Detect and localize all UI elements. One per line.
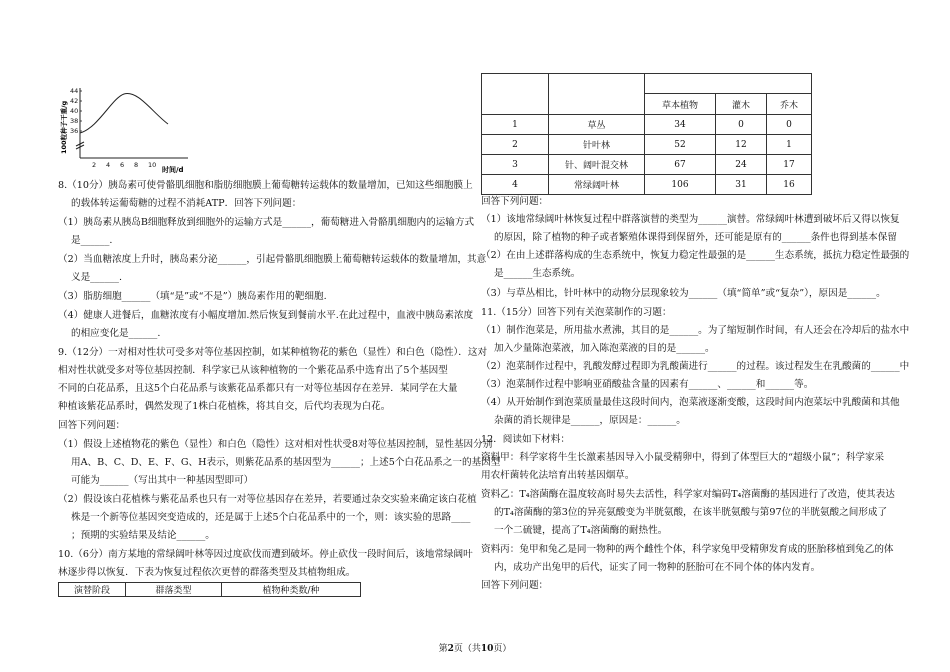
- cell-herb: 52: [645, 135, 716, 155]
- cell-tree: 17: [767, 155, 812, 175]
- x-tick: 2: [92, 161, 97, 169]
- q8-line: （3）脂肪细胞______（填“是”或“不是”）胰岛素作用的靶细胞.: [58, 291, 327, 302]
- q11-line: 杂菌的消长规律是______，原因是：______。: [494, 415, 686, 426]
- cell-herb: 34: [645, 115, 716, 135]
- q8-line: 8.（10分）胰岛素可使骨骼肌细胞和脂肪细胞膜上葡萄糖转运载体的数量增加，已知这些细胞膜上: [58, 180, 473, 191]
- q12-line: 资料甲：科学家将牛生长激素基因导入小鼠受精卵中，得到了体型巨大的“超级小鼠”；科学家采: [481, 452, 885, 463]
- q12-line: 的T₄溶菌酶的第3位的异亮氨酸变为半胱氨酸，在该半胱氨酸与第97位的半胱氨酸之间形成了: [494, 507, 888, 518]
- q12-line: 回答下列问题：: [481, 580, 549, 591]
- cell-herb: 67: [645, 155, 716, 175]
- cell-tree: 1: [767, 135, 812, 155]
- q9-line: （2）假设该白花植株与紫花品系也只有一对等位基因存在差异，若要通过杂交实验来确定该白花植: [58, 494, 477, 505]
- q8-line: （1）胰岛素从胰岛B细胞释放到细胞外的运输方式是______，葡萄糖进入骨骼肌细胞内的运输方式: [58, 217, 475, 228]
- cell-tree: 0: [767, 115, 812, 135]
- y-tick: 38: [70, 117, 79, 125]
- y-tick: 36: [70, 127, 79, 135]
- q10-line: （3）与草丛相比，针叶林中的动物分层现象较为______（填“简单”或“复杂”），原因是______。: [481, 288, 886, 299]
- seed-weight-graph: [56, 86, 231, 176]
- q10-line: （2）在由上述群落构成的生态系统中，恢复力稳定性最强的是______生态系统，抵抗力稳定性最强的: [481, 250, 910, 261]
- x-tick: 8: [134, 161, 139, 169]
- succession-table-header: [58, 582, 361, 597]
- q12-line: 资料丙：兔甲和兔乙是同一物种的两个雌性个体，科学家兔甲受精卵发育成的胚胎移植到兔乙的体: [481, 544, 894, 555]
- q9-line: 株是一个新等位基因突变造成的，还是属于上述5个白花品系中的一个，则：该实验的思路____: [71, 512, 471, 523]
- cell-shrub: 31: [716, 175, 767, 195]
- cell-type: 针叶林: [549, 135, 645, 155]
- cell-shrub: 12: [716, 135, 767, 155]
- th-species: 植物种类数/种: [222, 583, 361, 597]
- cell-type: 针、阔叶混交林: [549, 155, 645, 175]
- q9-line: ；预期的实验结果及结论______。: [71, 530, 215, 541]
- cell-type: 常绿阔叶林: [549, 175, 645, 195]
- page-number: 2: [447, 644, 454, 654]
- graph-axes: [76, 88, 188, 158]
- y-tick: 42: [70, 97, 79, 105]
- x-tick: 4: [106, 161, 111, 169]
- succession-table: [481, 73, 812, 195]
- table-row: [482, 155, 812, 175]
- th-herb: 草本植物: [645, 94, 716, 115]
- y-tick: 44: [70, 87, 79, 95]
- q9-line: 不同的白花品系，且这5个白花品系与该紫花品系都只有一对等位基因存在差异．某同学在大量: [58, 383, 458, 394]
- q11-line: 11.（15分）回答下列有关泡菜制作的习题：: [481, 307, 672, 318]
- th-type: 群落类型: [126, 583, 222, 597]
- graph-y-label: 100粒种子干重/g: [60, 100, 68, 154]
- table-row: [482, 135, 812, 155]
- th-shrub: 灌木: [716, 94, 767, 115]
- q12-line: 一个二硫键，提高了T₄溶菌酶的耐热性。: [494, 525, 668, 536]
- page-footer: [0, 641, 950, 654]
- footer-post: 页）: [493, 644, 512, 654]
- cell-n: 4: [482, 175, 549, 195]
- q8-line: 是______.: [71, 235, 113, 246]
- q8-line: （2）当血糖浓度上升时，胰岛素分泌______，引起骨骼肌细胞膜上葡萄糖转运载体的数量增加，其意: [58, 254, 487, 265]
- q8-line: 的相应变化是______.: [71, 328, 161, 339]
- q8-line: 的载体转运葡萄糖的过程不消耗ATP．回答下列问题：: [71, 198, 302, 209]
- cell-shrub: 24: [716, 155, 767, 175]
- graph-curve: [80, 94, 168, 133]
- th-stage: 演替阶段: [59, 583, 126, 597]
- q11-line: （1）制作泡菜是，所用盐水煮沸，其目的是______。为了缩短制作时间，有人还会在冷却后的盐水中: [481, 325, 910, 336]
- q9-line: 可能为______（写出其中一种基因型即可）: [71, 475, 254, 486]
- q8-line: 义是______.: [71, 272, 123, 283]
- table-row: [482, 175, 812, 195]
- q9-line: 回答下列问题：: [58, 420, 126, 431]
- q10-line: 林逐步得以恢复．下表为恢复过程依次更替的群落类型及其植物组成。: [58, 567, 356, 578]
- q9-line: 用A、B、C、D、E、F、G、H表示，则紫花品系的基因型为______；上述5个白花品系之一的基因型: [71, 457, 501, 468]
- cell-tree: 16: [767, 175, 812, 195]
- q10-line: 是______生态系统。: [494, 268, 581, 279]
- footer-mid: 页（共: [453, 644, 481, 654]
- q9-line: 种植该紫花品系时，偶然发现了1株白花植株，将其自交，后代均表现为白花。: [58, 401, 391, 412]
- q8-line: （4）健康人进餐后，血糖浓度有小幅度增加.然后恢复到餐前水平.在此过程中，血液中胰岛素浓度: [58, 310, 474, 321]
- footer-pre: 第: [438, 644, 448, 654]
- q11-line: （3）泡菜制作过程中影响亚硝酸盐含量的因素有______、______和______等。: [481, 379, 814, 390]
- page-total: 10: [480, 644, 494, 654]
- q9-line: （1）假设上述植物花的紫色（显性）和白色（隐性）这对相对性状受8对等位基因控制，显性基因分别: [58, 439, 493, 450]
- cell-shrub: 0: [716, 115, 767, 135]
- q9-line: 相对性状就受多对等位基因控制．科学家已从该种植物的一个紫花品系中选育出了5个基因型: [58, 365, 448, 376]
- x-tick: 10: [148, 161, 157, 169]
- q10-line: 的原因，除了植物的种子或者繁殖体课得到保留外，还可能是原有的______条件也得到基本保留: [494, 232, 897, 243]
- cell-herb: 106: [645, 175, 716, 195]
- cell-type: 草丛: [549, 115, 645, 135]
- graph-x-ticks: [92, 161, 156, 169]
- cell-n: 3: [482, 155, 549, 175]
- graph-y-ticks: [70, 87, 78, 135]
- table-row: [482, 115, 812, 135]
- q11-line: （2）泡菜制作过程中，乳酸发酵过程即为乳酸菌进行______的过程。该过程发生在乳酸菌的______中: [481, 361, 910, 372]
- th-tree: 乔木: [767, 94, 812, 115]
- q10-line: （1）该地常绿阔叶林恢复过程中群落演替的类型为______演替。常绿阔叶林遭到破坏后又得以恢复: [481, 214, 900, 225]
- q12-line: 用农杆菌转化法培育出转基因烟草。: [481, 470, 635, 481]
- q12-line: 内，成功产出兔甲的后代，证实了同一物种的胚胎可在不同个体的体内发育。: [494, 562, 821, 573]
- y-tick: 40: [70, 107, 79, 115]
- q9-line: 9.（12分）一对相对性状可受多对等位基因控制，如某种植物花的紫色（显性）和白色（隐性）．这对: [58, 347, 488, 358]
- q10-line: 回答下列问题：: [481, 196, 549, 207]
- q10-line: 10.（6分）南方某地的常绿阔叶林等因过度砍伐而遭到破坏。停止砍伐一段时间后，该地常绿阔叶: [58, 549, 473, 560]
- x-tick: 6: [120, 161, 125, 169]
- q11-line: 加入少量陈泡菜液，加入陈泡菜液的目的是______。: [494, 343, 715, 354]
- q11-line: （4）从开始制作到泡菜质量最佳这段时间内，泡菜液逐渐变酸，这段时间内泡菜坛中乳酸菌和其他: [481, 397, 900, 408]
- cell-n: 1: [482, 115, 549, 135]
- graph-x-label: 时间/d: [162, 166, 184, 174]
- cell-n: 2: [482, 135, 549, 155]
- q12-line: 资料乙：T₄溶菌酶在温度较高时易失去活性，科学家对编码T₄溶菌酶的基因进行了改造，使其表达: [481, 489, 895, 500]
- q12-line: 12．阅读如下材料：: [481, 434, 570, 445]
